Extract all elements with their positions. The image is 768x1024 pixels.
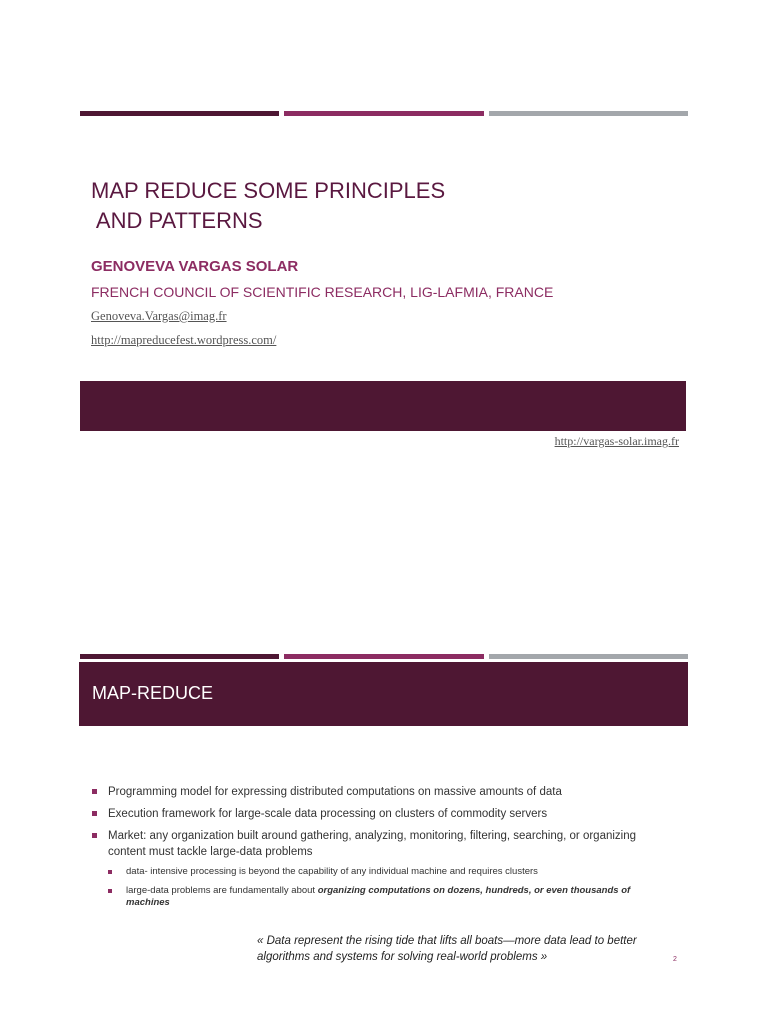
site-link[interactable]: http://vargas-solar.imag.fr xyxy=(554,434,679,448)
sub-list-item xyxy=(108,866,662,878)
slide-title: MAP-REDUCE xyxy=(92,683,214,703)
list-item xyxy=(92,806,662,822)
accent-stripe-magenta xyxy=(284,654,484,659)
square-bullet-icon xyxy=(92,833,97,838)
quote: « Data represent the rising tide that lifts all boats—more data lead to better algorithms and systems for solving real-world problems » xyxy=(257,935,637,963)
page-number: 2 xyxy=(673,956,677,963)
title-band xyxy=(80,381,686,431)
email-link[interactable]: Genoveva.Vargas@imag.fr xyxy=(91,309,227,323)
author-name: GENOVEVA VARGAS SOLAR xyxy=(91,258,299,275)
map-reduce-slide xyxy=(0,512,768,1024)
accent-stripe-gray xyxy=(489,111,688,116)
square-bullet-icon xyxy=(108,870,112,874)
list-item xyxy=(92,828,662,909)
sub-bullet-emphasis: organizing computations on dozens, hundreds, or even thousands of machines xyxy=(126,885,631,908)
bullet-list xyxy=(92,784,662,916)
square-bullet-icon xyxy=(92,789,97,794)
accent-stripe-dark xyxy=(80,654,279,659)
accent-stripe-magenta xyxy=(284,111,484,116)
accent-stripe-gray xyxy=(489,654,688,659)
sub-list-item xyxy=(108,885,662,909)
author-affiliation: FRENCH COUNCIL OF SCIENTIFIC RESEARCH, LIG-LAFMIA, FRANCE xyxy=(91,284,554,300)
slide-header-band xyxy=(79,662,688,726)
sub-bullet-text: large-data problems are fundamentally about xyxy=(126,885,318,896)
blog-link[interactable]: http://mapreducefest.wordpress.com/ xyxy=(91,333,277,347)
title-line-1: MAP REDUCE SOME PRINCIPLES xyxy=(91,178,446,203)
title-line-2: AND PATTERNS xyxy=(91,208,263,233)
bullet-text: Programming model for expressing distributed computations on massive amounts of data xyxy=(108,786,562,798)
square-bullet-icon xyxy=(92,811,97,816)
list-item xyxy=(92,784,662,800)
bullet-text: Market: any organization built around gathering, analyzing, monitoring, filtering, searching, or organizing content must tackle large-data problems xyxy=(108,830,637,858)
sub-bullet-list xyxy=(108,866,662,909)
presentation-title xyxy=(91,176,445,236)
square-bullet-icon xyxy=(108,889,112,893)
bullet-text: Execution framework for large-scale data processing on clusters of commodity servers xyxy=(108,808,548,820)
accent-stripe-dark xyxy=(80,111,279,116)
sub-bullet-text: data- intensive processing is beyond the capability of any individual machine and requires clusters xyxy=(126,866,538,877)
